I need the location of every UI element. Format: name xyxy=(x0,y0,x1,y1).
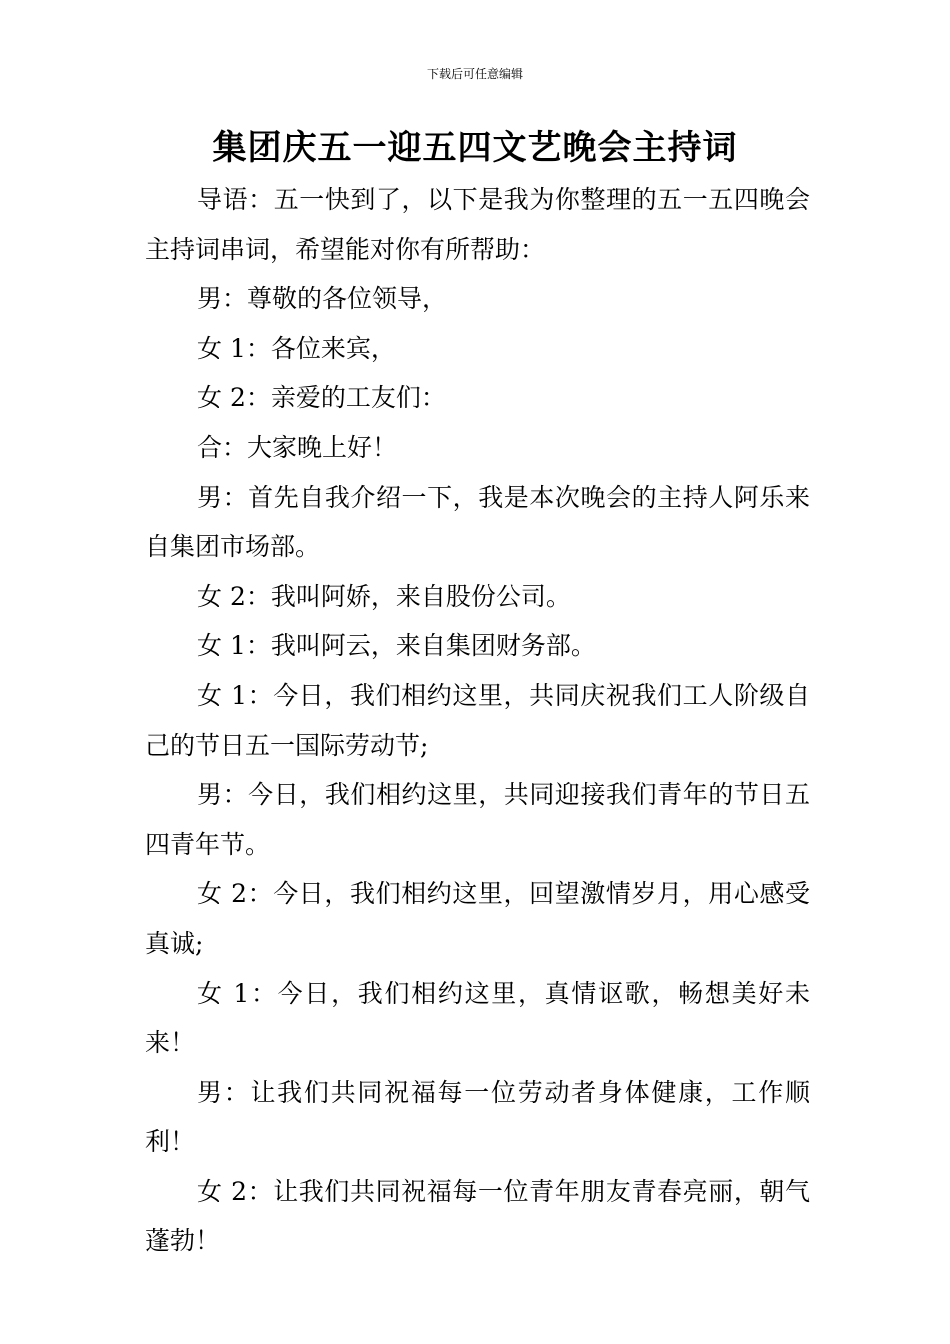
paragraph: 男：今日，我们相约这里，共同迎接我们青年的节日五四青年节。 xyxy=(145,780,810,859)
paragraph: 女 1：我叫阿云，来自集团财务部。 xyxy=(197,631,596,661)
paragraph: 男：首先自我介绍一下，我是本次晚会的主持人阿乐来自集团市场部。 xyxy=(145,482,810,562)
body-text xyxy=(145,175,810,1266)
document-title: 集团庆五一迎五四文艺晚会主持词 xyxy=(212,128,738,168)
paragraph: 女 1：今日，我们相约这里，共同庆祝我们工人阶级自己的节日五一国际劳动节; xyxy=(145,680,810,760)
paragraph: 合：大家晚上好！ xyxy=(197,432,398,462)
paragraph: 女 2：我叫阿娇，来自股份公司。 xyxy=(197,581,571,611)
paragraph: 女 1：今日，我们相约这里，真情讴歌，畅想美好未来！ xyxy=(145,978,810,1058)
paragraph: 女 2：让我们共同祝福每一位青年朋友青春亮丽，朝气蓬勃！ xyxy=(145,1176,810,1256)
paragraph: 女 2：今日，我们相约这里，回望激情岁月，用心感受真诚; xyxy=(145,879,810,958)
paragraph: 男：让我们共同祝福每一位劳动者身体健康，工作顺利！ xyxy=(145,1077,810,1157)
paragraph-intro: 导语：五一快到了，以下是我为你整理的五一五四晚会主持词串词，希望能对你有所帮助： xyxy=(145,185,810,264)
paragraph: 男：尊敬的各位领导， xyxy=(197,284,448,314)
paragraph: 女 2：亲爱的工友们： xyxy=(197,383,446,413)
paragraph: 女 1：各位来宾， xyxy=(197,333,396,363)
header-note: 下载后可任意编辑 xyxy=(426,67,523,81)
